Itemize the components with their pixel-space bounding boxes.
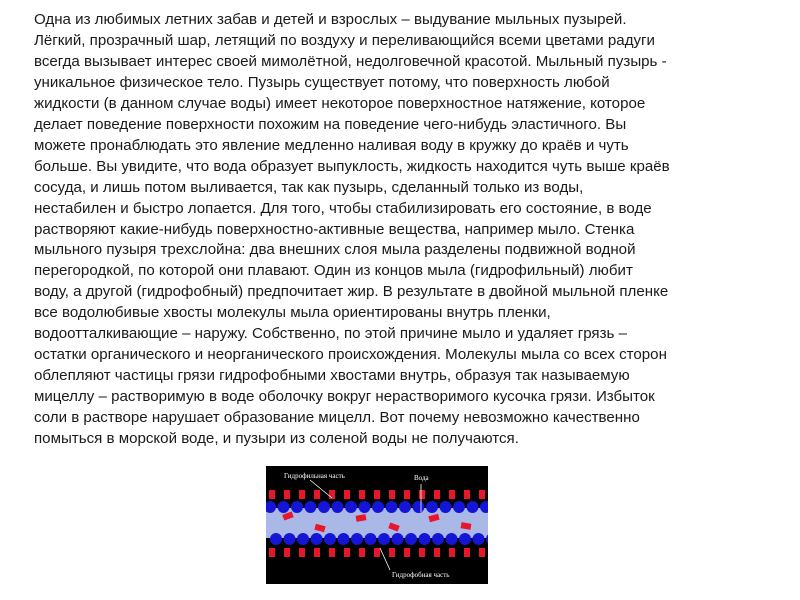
molecule-head-bottom <box>473 533 485 545</box>
molecule-head-top <box>359 501 371 513</box>
molecule-tail-bottom <box>449 548 455 557</box>
molecule-head-top <box>467 501 479 513</box>
molecule-head-top <box>291 501 303 513</box>
molecule-head-bottom <box>297 533 309 545</box>
molecule-tail-bottom <box>419 548 425 557</box>
molecule-tail-top <box>314 490 320 499</box>
soap-film-diagram <box>266 466 488 584</box>
molecule-tail-top <box>434 490 440 499</box>
molecule-tail-top <box>449 490 455 499</box>
molecule-tail-bottom <box>374 548 380 557</box>
molecule-tail-bottom <box>434 548 440 557</box>
molecule-tail-bottom <box>359 548 365 557</box>
molecule-head-top <box>440 501 452 513</box>
molecule-tail-top <box>269 490 275 499</box>
molecule-head-bottom <box>351 533 363 545</box>
molecule-tail-bottom <box>344 548 350 557</box>
molecule-head-top <box>332 501 344 513</box>
molecule-tail-bottom <box>329 548 335 557</box>
body-paragraph: Одна из любимых летних забав и детей и взрослых – выдувание мыльных пузырей. Лёгкий, прозрачный шар, летящий по воздуху и переливающийся всеми цветами радуги всегда вызывает интерес своей мимолётной, недолговечной красотой. Мыльный пузырь - уникальное физическое тело. Пузырь существует потому, что поверхность любой жидкости (в данном случае воды) имеет некоторое поверхностное натяжение, которое делает поведение поверхности похожим на поведение чего-нибудь эластичного. Вы можете пронаблюдать это явление медленно наливая воду в кружку до краёв и чуть больше. Вы увидите, что вода образует выпуклость, жидкость находится чуть выше краёв сосуда, и лишь потом выливается, так как пузырь, сделанный только из воды, нестабилен и быстро лопается. Для того, чтобы стабилизировать его состояние, в воде растворяют какие-нибудь поверхностно-активные вещества, например мыло. Стенка мыльного пузыря трехслойна: два внешних слоя мыла разделены подвижной водной перегородкой, по которой они плавают. Один из концов мыла (гидрофильный) любит воду, а другой (гидрофобный) предпочитает жир. В результате в двойной мыльной пленке все водолюбивые хвосты молекулы мыла ориентированы внутрь пленки, водоотталкивающие – наружу. Собственно, по этой причине мыло и удаляет грязь – остатки органического и неорганического происхождения. Молекулы мыла со всех сторон облепляют частицы грязи гидрофобными хвостами внутрь, образуя так называемую мицеллу – растворимую в воде оболочку вокруг нерастворимого кусочка грязи. Избыток соли в растворе нарушает образование мицелл. Вот почему невозможно качественно помыться в морской воде, и пузыри из соленой воды не получаются. <box>34 11 670 448</box>
molecule-head-bottom <box>270 533 282 545</box>
molecule-head-top <box>453 501 465 513</box>
molecule-tail-top <box>389 490 395 499</box>
molecule-head-top <box>426 501 438 513</box>
molecule-tail-top <box>479 490 485 499</box>
molecule-tail-top <box>284 490 290 499</box>
molecule-tail-bottom <box>479 548 485 557</box>
molecule-head-top <box>372 501 384 513</box>
molecule-tail-top <box>464 490 470 499</box>
soap-film-svg <box>266 466 488 584</box>
molecule-tail-top <box>299 490 305 499</box>
molecule-tail-top <box>419 490 425 499</box>
molecule-head-top <box>413 501 425 513</box>
molecule-head-bottom <box>365 533 377 545</box>
molecule-tail-bottom <box>464 548 470 557</box>
molecule-head-bottom <box>419 533 431 545</box>
molecule-tail-bottom <box>389 548 395 557</box>
molecule-head-top <box>345 501 357 513</box>
molecule-head-bottom <box>405 533 417 545</box>
molecule-head-top <box>318 501 330 513</box>
molecule-head-bottom <box>459 533 471 545</box>
molecule-head-bottom <box>284 533 296 545</box>
molecule-head-top <box>386 501 398 513</box>
molecule-head-top <box>278 501 290 513</box>
molecule-head-bottom <box>446 533 458 545</box>
molecule-head-bottom <box>392 533 404 545</box>
molecule-head-bottom <box>324 533 336 545</box>
molecule-head-bottom <box>338 533 350 545</box>
label-hydrophilic: Гидрофильная часть <box>284 472 345 480</box>
molecule-tail-bottom <box>284 548 290 557</box>
molecule-tail-top <box>374 490 380 499</box>
molecule-head-bottom <box>378 533 390 545</box>
molecule-tail-bottom <box>314 548 320 557</box>
molecule-tail-bottom <box>269 548 275 557</box>
molecule-tail-top <box>344 490 350 499</box>
molecule-tail-top <box>404 490 410 499</box>
label-water: Вода <box>414 474 429 482</box>
molecule-tail-top <box>359 490 365 499</box>
molecule-head-bottom <box>432 533 444 545</box>
molecule-head-top <box>399 501 411 513</box>
molecule-head-bottom <box>311 533 323 545</box>
label-hydrophobic: Гидрофобная часть <box>392 571 450 579</box>
molecule-tail-bottom <box>404 548 410 557</box>
molecule-head-top <box>305 501 317 513</box>
molecule-tail-bottom <box>299 548 305 557</box>
